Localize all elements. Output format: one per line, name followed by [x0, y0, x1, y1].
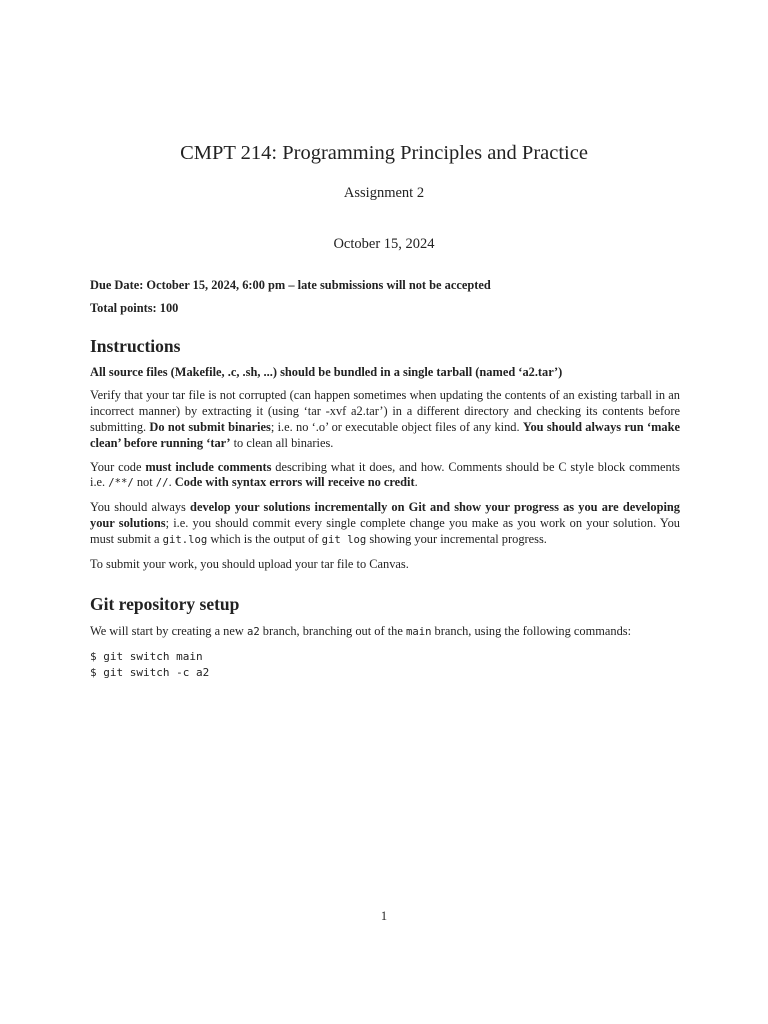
instructions-paragraph-comments — [90, 460, 680, 493]
bold-span: Do not submit binaries — [149, 419, 271, 434]
instructions-heading: Instructions — [90, 335, 181, 356]
document-title: CMPT 214: Programming Principles and Practice — [180, 142, 588, 164]
text-span: ; i.e. you should commit every single complete change you make as you work on your solution. You must submit a — [90, 515, 680, 546]
bold-span: Code with syntax errors will receive no credit — [174, 475, 415, 490]
bundle-note: All source files (Makefile, .c, .sh, ...) should be bundled in a single tarball (named ‘a2.tar’) — [90, 364, 563, 379]
bold-span: must include comments — [145, 459, 272, 474]
due-date: Due Date: October 15, 2024, 6:00 pm – late submissions will not be accepted — [90, 278, 491, 292]
code-line: $ git switch main — [90, 650, 203, 664]
git-commands-block — [90, 649, 680, 680]
document-date: October 15, 2024 — [333, 236, 435, 252]
instructions-paragraph-submit: To submit your work, you should upload your tar file to Canvas. — [90, 556, 409, 571]
document-body — [90, 278, 680, 680]
document-subtitle: Assignment 2 — [343, 185, 425, 201]
text-span: describing what it does, and how. Comments should be C style block comments i.e. — [90, 459, 681, 490]
total-points: Total points: 100 — [90, 300, 179, 315]
instructions-paragraph-git — [90, 500, 680, 548]
text-span: to clean all binaries. — [230, 435, 334, 450]
git-setup-heading: Git repository setup — [90, 594, 240, 615]
code-span: /**/ — [108, 477, 134, 490]
code-span: // — [155, 477, 169, 490]
page-number: 1 — [380, 909, 388, 923]
text-span: Verify that your tar file is not corrupted (can happen sometimes when updating the contents of an existing tarball in an incorrect manner) by extracting it (using ‘tar -xvf a2.tar’) in a different directory and checking its contents before submitting. — [90, 388, 680, 434]
text-span: ; i.e. no ‘.o’ or executable object files of any kind. — [270, 419, 523, 434]
text-span: . — [414, 475, 418, 490]
code-span: a2 — [246, 626, 260, 639]
text-span: showing your incremental progress. — [366, 531, 547, 546]
code-span: main — [405, 626, 432, 639]
git-setup-paragraph — [90, 624, 680, 641]
text-span: branch, using the following commands: — [431, 624, 632, 639]
instructions-paragraph-verify — [90, 388, 680, 451]
text-span: You should always — [90, 500, 191, 515]
bold-span: You should always run ‘make clean’ before running ‘tar’ — [90, 419, 680, 450]
code-span: git log — [321, 533, 367, 546]
text-span: which is the output of — [207, 531, 322, 546]
code-line: $ git switch -c a2 — [90, 665, 210, 679]
text-span: branch, branching out of the — [259, 624, 406, 639]
text-span: We will start by creating a new — [90, 624, 247, 639]
code-span: git.log — [162, 533, 208, 546]
text-span: not — [133, 475, 156, 490]
text-span: Your code — [90, 459, 146, 474]
bold-span: develop your solutions incrementally on Git and show your progress as you are developing your solutions — [90, 500, 680, 530]
text-span: . — [168, 475, 175, 490]
